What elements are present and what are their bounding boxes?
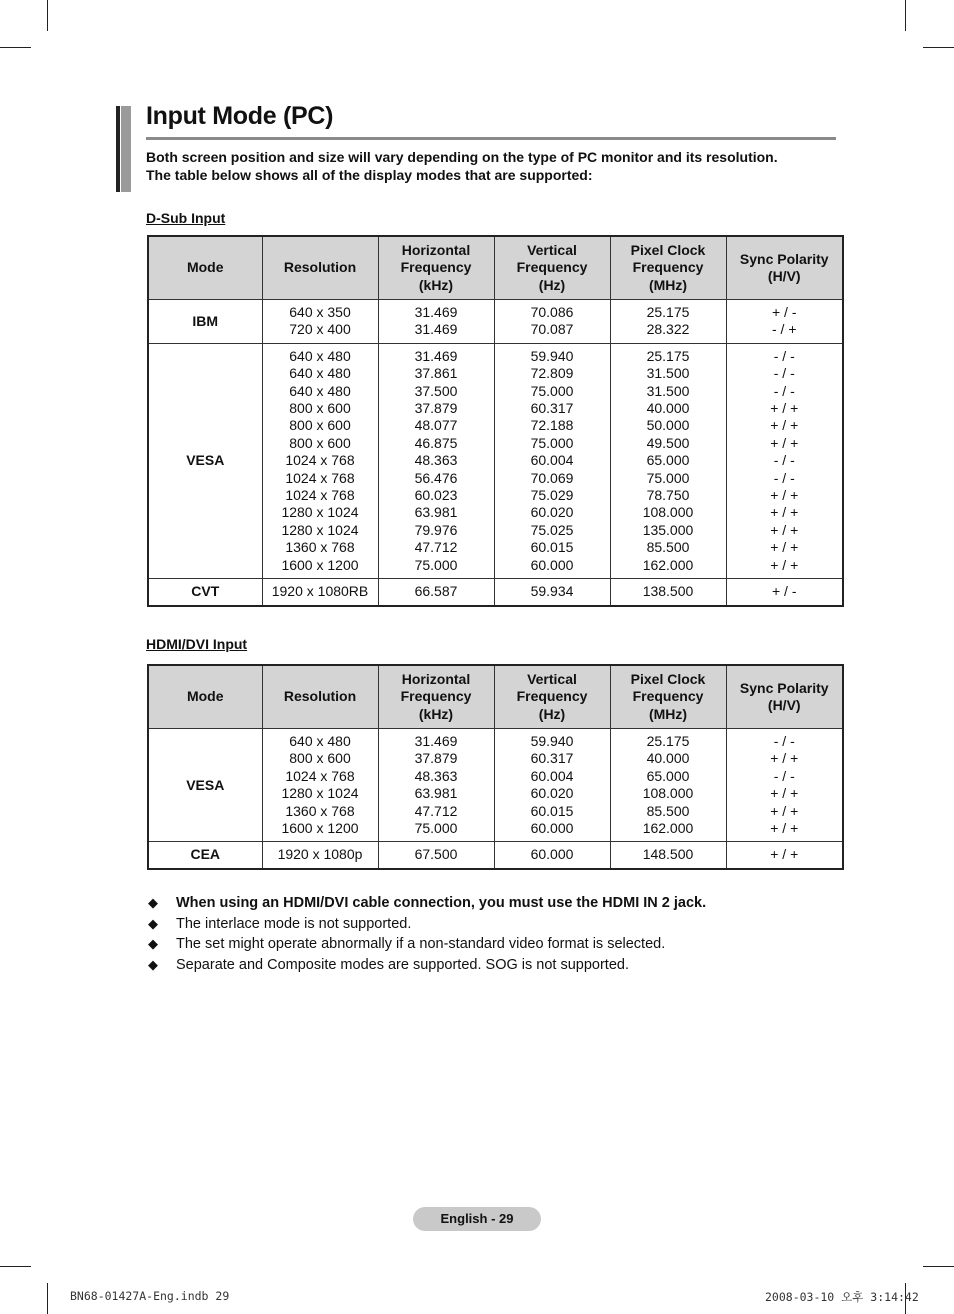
- notes-list: [146, 893, 706, 975]
- column-header-vfreq: [494, 665, 610, 729]
- vfreq-value: 70.086: [530, 304, 574, 320]
- hfreq-value: 79.976: [414, 521, 458, 538]
- column-header-line: Vertical: [527, 670, 577, 687]
- column-header-line: (Hz): [538, 276, 566, 293]
- hfreq-value: 37.500: [414, 382, 458, 399]
- table-row: [148, 842, 843, 869]
- title-underline: [146, 137, 836, 140]
- resolution-cell: [262, 579, 378, 606]
- hfreq-cell: [378, 300, 494, 344]
- sync-value: + / +: [770, 521, 799, 538]
- column-header-pclk: [610, 665, 726, 729]
- crop-mark: [905, 0, 906, 31]
- vfreq-value: 60.015: [530, 539, 574, 556]
- vfreq-value: 75.029: [530, 487, 574, 504]
- column-header-vfreq: [494, 236, 610, 300]
- column-header-line: (MHz): [648, 705, 688, 722]
- sync-value: + / +: [770, 487, 799, 504]
- hfreq-value: 75.000: [414, 556, 458, 573]
- column-header-line: (H/V): [767, 268, 801, 284]
- table-header-row: [148, 665, 843, 729]
- pclk-cell: [610, 343, 726, 578]
- note-item: ◆ When using an HDMI/DVI cable connection, you must use the HDMI IN 2 jack.: [146, 893, 706, 914]
- sync-value: - / +: [771, 321, 797, 338]
- vfreq-cell: [494, 343, 610, 578]
- sync-value: + / +: [770, 846, 799, 863]
- vfreq-value: 60.317: [530, 750, 574, 767]
- pclk-value: 85.500: [646, 802, 690, 819]
- vfreq-value: 75.025: [530, 521, 574, 538]
- hfreq-cell: [378, 579, 494, 606]
- hfreq-value: 37.879: [414, 750, 458, 767]
- column-header-pclk: [610, 236, 726, 300]
- note-item: ◆ The interlace mode is not supported.: [146, 914, 706, 935]
- note-item: ◆ The set might operate abnormally if a non-standard video format is selected.: [146, 934, 706, 955]
- resolution-value: 1024 x 768: [285, 487, 355, 504]
- vfreq-value: 60.004: [530, 452, 574, 469]
- resolution-cell: [262, 842, 378, 869]
- pclk-value: 78.750: [646, 487, 690, 504]
- column-header-line: Horizontal: [401, 241, 471, 258]
- pclk-value: 40.000: [646, 750, 690, 767]
- resolution-value: 640 x 350: [289, 304, 351, 320]
- intro-line: Both screen position and size will vary depending on the type of PC monitor and its resolution.: [146, 149, 778, 165]
- resolution-value: 800 x 600: [289, 750, 351, 767]
- hfreq-cell: [378, 842, 494, 869]
- title-accent-bar: [116, 106, 132, 192]
- hfreq-value: 37.861: [414, 365, 458, 382]
- sync-value: + / -: [771, 304, 797, 320]
- column-header-line: Horizontal: [401, 670, 471, 687]
- hfreq-value: 75.000: [414, 820, 458, 837]
- resolution-value: 640 x 480: [289, 365, 351, 382]
- sync-value: + / +: [770, 556, 799, 573]
- vfreq-value: 59.934: [530, 583, 574, 600]
- column-header-sync: [726, 236, 843, 300]
- table-header-row: [148, 236, 843, 300]
- sync-value: - / -: [773, 469, 795, 486]
- vfreq-value: 60.004: [530, 767, 574, 784]
- vfreq-value: 75.000: [530, 434, 574, 451]
- vfreq-cell: [494, 842, 610, 869]
- resolution-value: 1280 x 1024: [281, 504, 359, 521]
- column-header-line: Frequency: [516, 688, 588, 705]
- sync-value: - / -: [773, 365, 795, 382]
- page-title: Input Mode (PC): [146, 102, 334, 130]
- hfreq-value: 67.500: [414, 846, 458, 863]
- vfreq-cell: [494, 300, 610, 344]
- hfreq-value: 56.476: [414, 469, 458, 486]
- sync-value: - / -: [773, 382, 795, 399]
- hfreq-value: 31.469: [414, 347, 458, 364]
- pclk-value: 25.175: [646, 304, 690, 320]
- vfreq-value: 75.000: [530, 382, 574, 399]
- column-header-hfreq: [378, 665, 494, 729]
- table-row: [148, 579, 843, 606]
- resolution-value: 1920 x 1080RB: [271, 583, 369, 600]
- vfreq-value: 70.087: [530, 321, 574, 338]
- hfreq-value: 31.469: [414, 321, 458, 338]
- pclk-value: 28.322: [646, 321, 690, 338]
- print-timestamp: 2008-03-10 오후 3:14:42: [765, 1290, 919, 1304]
- crop-mark: [47, 1283, 48, 1314]
- sync-value: + / +: [770, 785, 799, 802]
- resolution-value: 1600 x 1200: [281, 556, 359, 573]
- hfreq-cell: [378, 343, 494, 578]
- resolution-cell: [262, 300, 378, 344]
- dsub-section-label: D-Sub Input: [146, 210, 226, 226]
- hfreq-value: 47.712: [414, 802, 458, 819]
- pclk-value: 25.175: [646, 733, 690, 749]
- pclk-value: 85.500: [646, 539, 690, 556]
- resolution-value: 640 x 480: [289, 382, 351, 399]
- column-header-resolution: Resolution: [262, 665, 378, 729]
- crop-mark: [923, 47, 954, 48]
- hfreq-value: 31.469: [414, 304, 458, 320]
- sync-value: + / -: [771, 583, 797, 600]
- pclk-cell: [610, 579, 726, 606]
- vfreq-value: 60.020: [530, 785, 574, 802]
- diamond-bullet-icon: ◆: [148, 956, 158, 972]
- sync-cell: [726, 729, 843, 842]
- vfreq-value: 59.940: [530, 347, 574, 364]
- crop-mark: [0, 47, 31, 48]
- hfreq-value: 37.879: [414, 400, 458, 417]
- pclk-value: 108.000: [642, 785, 694, 802]
- sync-value: + / +: [770, 434, 799, 451]
- column-header-line: (kHz): [418, 705, 454, 722]
- column-header-line: Pixel Clock: [630, 670, 706, 687]
- sync-value: + / +: [770, 750, 799, 767]
- column-header-line: (kHz): [418, 276, 454, 293]
- hfreq-value: 46.875: [414, 434, 458, 451]
- column-header-resolution: Resolution: [262, 236, 378, 300]
- resolution-value: 1024 x 768: [285, 452, 355, 469]
- pclk-value: 108.000: [642, 504, 694, 521]
- vfreq-value: 60.020: [530, 504, 574, 521]
- vfreq-value: 60.317: [530, 400, 574, 417]
- column-header-line: Frequency: [632, 259, 704, 276]
- sync-cell: [726, 300, 843, 344]
- resolution-cell: [262, 729, 378, 842]
- pclk-cell: [610, 842, 726, 869]
- mode-cell: VESA: [148, 343, 262, 578]
- resolution-value: 800 x 600: [289, 417, 351, 434]
- resolution-value: 1024 x 768: [285, 767, 355, 784]
- mode-cell: CVT: [148, 579, 262, 606]
- hdmi-section-label: HDMI/DVI Input: [146, 636, 248, 652]
- pclk-value: 40.000: [646, 400, 690, 417]
- diamond-bullet-icon: ◆: [148, 915, 158, 931]
- crop-mark: [0, 1266, 31, 1267]
- page-number-badge: English - 29: [413, 1207, 541, 1231]
- diamond-bullet-icon: ◆: [148, 936, 158, 951]
- resolution-value: 1280 x 1024: [281, 521, 359, 538]
- pclk-value: 135.000: [642, 521, 694, 538]
- pclk-value: 65.000: [646, 767, 690, 784]
- table-row: [148, 729, 843, 842]
- column-header-mode: Mode: [148, 665, 262, 729]
- sync-value: - / -: [773, 452, 795, 469]
- resolution-value: 1920 x 1080p: [277, 846, 363, 863]
- column-header-sync: [726, 665, 843, 729]
- sync-value: + / +: [770, 417, 799, 434]
- hfreq-value: 31.469: [414, 733, 458, 749]
- resolution-value: 1600 x 1200: [281, 820, 359, 837]
- vfreq-value: 59.940: [530, 733, 574, 749]
- pclk-value: 148.500: [642, 846, 694, 863]
- crop-mark: [47, 0, 48, 31]
- vfreq-value: 60.000: [530, 820, 574, 837]
- sync-value: + / +: [770, 539, 799, 556]
- column-header-line: (MHz): [648, 276, 688, 293]
- sync-cell: [726, 343, 843, 578]
- note-item: ◆ Separate and Composite modes are supported. SOG is not supported.: [146, 955, 706, 976]
- pclk-cell: [610, 300, 726, 344]
- diamond-bullet-icon: ◆: [148, 895, 158, 910]
- column-header-line: Frequency: [400, 688, 472, 705]
- pclk-value: 162.000: [642, 820, 694, 837]
- resolution-value: 1280 x 1024: [281, 785, 359, 802]
- resolution-value: 800 x 600: [289, 434, 351, 451]
- sync-cell: [726, 842, 843, 869]
- pclk-value: 65.000: [646, 452, 690, 469]
- column-header-mode: Mode: [148, 236, 262, 300]
- resolution-value: 1360 x 768: [285, 539, 355, 556]
- vfreq-value: 72.188: [530, 417, 574, 434]
- column-header-hfreq: [378, 236, 494, 300]
- hfreq-cell: [378, 729, 494, 842]
- vfreq-value: 60.015: [530, 802, 574, 819]
- pclk-value: 138.500: [642, 583, 694, 600]
- hfreq-value: 48.363: [414, 767, 458, 784]
- table-row: [148, 343, 843, 578]
- sync-value: - / -: [773, 347, 795, 364]
- resolution-cell: [262, 343, 378, 578]
- hfreq-value: 63.981: [414, 785, 458, 802]
- sync-value: - / -: [773, 767, 795, 784]
- vfreq-value: 60.000: [530, 846, 574, 863]
- mode-cell: IBM: [148, 300, 262, 344]
- vfreq-value: 70.069: [530, 469, 574, 486]
- column-header-line: Frequency: [632, 688, 704, 705]
- resolution-value: 720 x 400: [289, 321, 351, 338]
- hfreq-value: 48.363: [414, 452, 458, 469]
- pclk-value: 75.000: [646, 469, 690, 486]
- file-info: BN68-01427A-Eng.indb 29: [70, 1289, 230, 1303]
- intro-text: [146, 149, 846, 184]
- hfreq-value: 63.981: [414, 504, 458, 521]
- pclk-value: 162.000: [642, 556, 694, 573]
- resolution-value: 1360 x 768: [285, 802, 355, 819]
- crop-mark: [923, 1266, 954, 1267]
- pclk-cell: [610, 729, 726, 842]
- vfreq-cell: [494, 579, 610, 606]
- resolution-value: 800 x 600: [289, 400, 351, 417]
- sync-value: + / +: [770, 400, 799, 417]
- column-header-line: (Hz): [538, 705, 566, 722]
- sync-value: + / +: [770, 820, 799, 837]
- mode-cell: CEA: [148, 842, 262, 869]
- hfreq-value: 48.077: [414, 417, 458, 434]
- sync-value: + / +: [770, 802, 799, 819]
- pclk-value: 50.000: [646, 417, 690, 434]
- column-header-line: Frequency: [516, 259, 588, 276]
- intro-line: The table below shows all of the display modes that are supported:: [146, 166, 593, 183]
- vfreq-value: 72.809: [530, 365, 574, 382]
- vfreq-value: 60.000: [530, 556, 574, 573]
- dsub-mode-table: [147, 235, 844, 607]
- resolution-value: 640 x 480: [289, 347, 351, 364]
- pclk-value: 31.500: [646, 382, 690, 399]
- hfreq-value: 66.587: [414, 583, 458, 600]
- hdmi-mode-table: [147, 664, 844, 870]
- hfreq-value: 60.023: [414, 487, 458, 504]
- sync-value: - / -: [773, 733, 795, 749]
- resolution-value: 1024 x 768: [285, 469, 355, 486]
- hfreq-value: 47.712: [414, 539, 458, 556]
- pclk-value: 31.500: [646, 365, 690, 382]
- vfreq-cell: [494, 729, 610, 842]
- table-row: [148, 300, 843, 344]
- column-header-line: Sync Polarity: [739, 679, 829, 696]
- mode-cell: VESA: [148, 729, 262, 842]
- column-header-line: Sync Polarity: [739, 250, 829, 267]
- resolution-value: 640 x 480: [289, 733, 351, 749]
- column-header-line: Frequency: [400, 259, 472, 276]
- column-header-line: Pixel Clock: [630, 241, 706, 258]
- sync-value: + / +: [770, 504, 799, 521]
- pclk-value: 49.500: [646, 434, 690, 451]
- column-header-line: Vertical: [527, 241, 577, 258]
- pclk-value: 25.175: [646, 347, 690, 364]
- sync-cell: [726, 579, 843, 606]
- column-header-line: (H/V): [767, 697, 801, 713]
